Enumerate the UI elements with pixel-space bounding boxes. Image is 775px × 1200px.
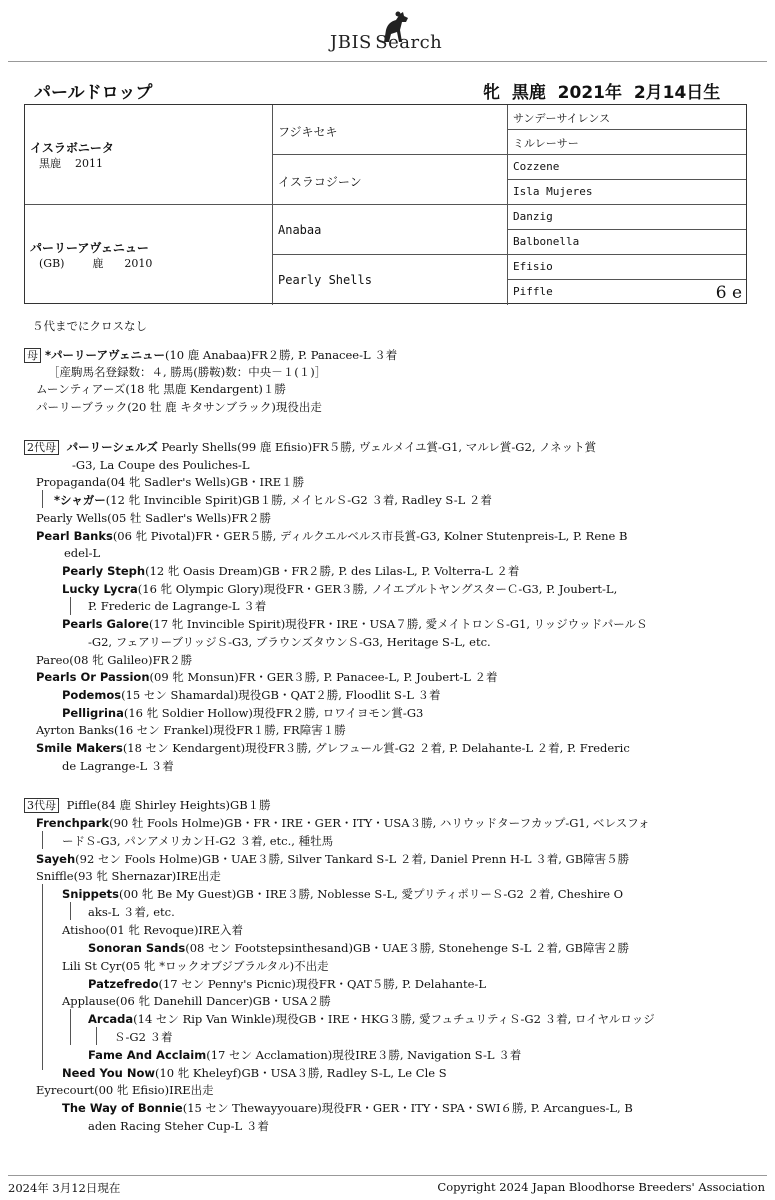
gen3-row-name[interactable]: Patzefredo [88, 977, 159, 991]
gen3-row-details: (92 セン Fools Holme)GB・UAE３勝, Silver Tankard S-L ２着, Daniel Prenn H-L ３着, GB障害５勝 [75, 852, 630, 866]
dam-progeny-summary: ［産駒馬名登録数：４, 勝馬(勝鞍)数：中央－１(１)］ [48, 365, 327, 379]
dam-line [24, 347, 397, 363]
gen2-row[interactable] [62, 581, 617, 597]
gen3-row[interactable]: Eyrecourt(00 牝 Efisio)IRE出走 [36, 1083, 214, 1097]
gen3-row[interactable] [36, 851, 629, 867]
pedigree-g2-name[interactable]: イスラコジーン [278, 175, 362, 189]
gen2-row-details: (12 牝 Oasis Dream)GB・FR２勝, P. des Lilas-L, P. Volterra-L ２着 [145, 564, 520, 578]
tree-bar [70, 1009, 71, 1045]
gen2-row-details: (16 牝 Olympic Glory)現役FR・GER３勝, ノイエブルトヤングスターＣ-G3, P. Joubert-L, [137, 582, 618, 596]
tree-bar [70, 597, 71, 615]
gen2-row-details: (18 セン Kendargent)現役FR３勝, グレフュール賞-G2 ２着, P. Delahante-L ２着, P. Frederic [122, 741, 630, 755]
gen2-row[interactable] [62, 705, 423, 721]
gen3-row-details: (15 セン Thewayyouare)現役FR・GER・ITY・SPA・SWI６勝, P. Arcangues-L, B [182, 1101, 633, 1115]
gen3-row-details: (17 セン Acclamation)現役IRE３勝, Navigation S-L ３着 [206, 1048, 522, 1062]
tree-bar [42, 884, 43, 1070]
gen2-head [24, 439, 596, 455]
cross-note: ５代までにクロスなし [32, 319, 147, 333]
dam-progeny-row[interactable]: パーリーブラック(20 牡 鹿 キタサンブラック)現役出走 [36, 400, 322, 414]
pedigree-g2-cell [273, 205, 508, 255]
tree-bar [70, 902, 71, 920]
pedigree-dam-name[interactable]: イスラボニータ [30, 141, 114, 155]
tree-bar [42, 490, 43, 508]
logo-text: JBIS Search [330, 32, 443, 53]
gen2-row-name[interactable]: Pearl Banks [36, 529, 113, 543]
pedigree-damdam-cell [25, 205, 273, 305]
dam-name[interactable]: *パーリーアヴェニュー [45, 348, 165, 362]
gen2-row-name[interactable]: Pearly Steph [62, 564, 146, 578]
pedigree-g2-name[interactable]: Anabaa [278, 223, 322, 237]
gen3-row-details: (08 セン Footstepsinthesand)GB・UAE３勝, Stonehenge S-L ２着, GB障害２勝 [185, 941, 629, 955]
pedigree-g2-cell [273, 255, 508, 305]
gen2-head-cont: -G3, La Coupe des Pouliches-L [72, 458, 250, 472]
gen2-details: Pearly Shells(99 鹿 Efisio)FR５勝, ヴェルメイユ賞-G1, マルレ賞-G2, ノネット賞 [157, 440, 597, 454]
gen3-row-details: (10 牝 Kheleyf)GB・USA３勝, Radley S-L, Le Cle S [154, 1066, 447, 1080]
gen2-row-details: (06 牝 Pivotal)FR・GER５勝, ディルクエルベルス市長賞-G3, Kolner Stutenpreis-L, P. Rene B [112, 529, 628, 543]
gen2-row-name[interactable]: Pearls Galore [62, 617, 149, 631]
pedigree-dam-sub: 黒鹿 2011 [39, 157, 103, 170]
gen3-row[interactable]: Sniffle(93 牝 Shernazar)IRE出走 [36, 869, 221, 883]
gen2-row[interactable]: Propaganda(04 牝 Sadler's Wells)GB・IRE１勝 [36, 475, 305, 489]
tree-bar [42, 831, 43, 849]
gen3-row-cont: Ｓ-G2 ３着 [114, 1030, 173, 1044]
gen3-row[interactable] [62, 886, 623, 902]
gen3-row-name[interactable]: Fame And Acclaim [88, 1048, 207, 1062]
dam-progeny-row[interactable]: ムーンティアーズ(18 牝 黒鹿 Kendargent)１勝 [36, 382, 286, 396]
gen2-row[interactable] [36, 528, 627, 544]
gen2-row-name[interactable]: Lucky Lycra [62, 582, 138, 596]
pedigree-table [24, 104, 747, 304]
gen3-row-name[interactable]: Arcada [88, 1012, 134, 1026]
pedigree-g2-cell [273, 155, 508, 205]
dam-details: (10 鹿 Anabaa)FR２勝, P. Panacee-L ３着 [164, 348, 398, 362]
gen2-row-name[interactable]: Pelligrina [62, 706, 124, 720]
pedigree-g3-cell[interactable]: Balbonella [508, 230, 746, 255]
gen3-row-name[interactable]: Need You Now [62, 1066, 155, 1080]
gen3-row[interactable]: Applause(06 牝 Danehill Dancer)GB・USA２勝 [62, 994, 331, 1008]
gen3-row-cont: aden Racing Steher Cup-L ３着 [88, 1119, 269, 1133]
gen2-row-name[interactable]: Smile Makers [36, 741, 123, 755]
pedigree-g3-cell[interactable]: サンデーサイレンス [508, 105, 746, 130]
pedigree-g3-cell[interactable]: Cozzene [508, 155, 746, 180]
gen3-row-details: (17 セン Penny's Picnic)現役FR・QAT５勝, P. Delahante-L [158, 977, 486, 991]
header-divider [8, 61, 767, 62]
gen2-row-name[interactable]: Pearls Or Passion [36, 670, 150, 684]
gen2-tag: 2代母 [24, 440, 59, 455]
gen3-tag: 3代母 [24, 798, 59, 813]
gen3-row[interactable]: Lili St Cyr(05 牝 *ロックオブジブラルタル)不出走 [62, 959, 329, 973]
gen2-row-cont: edel-L [64, 546, 101, 560]
inbreed-code: 6 e [715, 283, 742, 303]
gen2-row-cont: -G2, フェアリーブリッジＳ-G3, ブラウンズタウンＳ-G3, Heritage S-L, etc. [88, 635, 491, 649]
gen3-row-details: (00 牝 Be My Guest)GB・IRE３勝, Noblesse S-L, 愛プリティポリーＳ-G2 ２着, Cheshire O [119, 887, 624, 901]
gen3-row[interactable] [88, 1011, 655, 1027]
gen2-row[interactable] [54, 492, 492, 508]
gen2-row[interactable] [62, 687, 441, 703]
gen3-row-details: (90 牡 Fools Holme)GB・FR・IRE・GER・ITY・USA３勝, ハリウッドターフカップ-G1, ベレスフォ [109, 816, 650, 830]
tree-bar [96, 1027, 97, 1045]
gen2-row[interactable] [62, 563, 519, 579]
gen3-row[interactable] [36, 815, 650, 831]
gen3-row[interactable] [88, 940, 629, 956]
footer-copyright: Copyright 2024 Japan Bloodhorse Breeders' Association [437, 1180, 765, 1194]
gen3-row-details: (14 セン Rip Van Winkle)現役GB・IRE・HKG３勝, 愛フュチュリティＳ-G2 ３着, ロイヤルロッジ [133, 1012, 655, 1026]
gen2-name[interactable]: パーリーシェルズ [66, 440, 158, 454]
pedigree-g3-cell[interactable]: ミルレーサー [508, 130, 746, 155]
pedigree-g3-name[interactable]: Piffle [513, 285, 553, 298]
gen2-row-details: (15 セン Shamardal)現役GB・QAT２勝, Floodlit S-L ３着 [121, 688, 441, 702]
gen2-row-name[interactable]: Podemos [62, 688, 122, 702]
gen3-row-name[interactable]: The Way of Bonnie [62, 1101, 183, 1115]
gen2-row-details: (16 牝 Soldier Hollow)現役FR２勝, ロワイヨモン賞-G3 [123, 706, 424, 720]
pedigree-g2-name[interactable]: Pearly Shells [278, 273, 372, 287]
gen2-row[interactable] [36, 669, 498, 685]
horse-name: パールドロップ [34, 83, 153, 103]
gen2-row[interactable]: Ayrton Banks(16 セン Frankel)現役FR１勝, FR障害１勝 [36, 723, 346, 737]
gen3-row[interactable] [88, 976, 486, 992]
gen3-row[interactable] [62, 1100, 633, 1116]
gen2-row[interactable] [62, 616, 648, 632]
gen3-row-name[interactable]: Sayeh [36, 852, 76, 866]
gen2-row-details: (09 牝 Monsun)FR・GER３勝, P. Panacee-L, P. Joubert-L ２着 [149, 670, 498, 684]
gen3-row[interactable] [62, 1065, 447, 1081]
pedigree-dam-cell [25, 105, 273, 205]
gen2-row[interactable] [36, 740, 630, 756]
gen2-row-cont: de Lagrange-L ３着 [62, 759, 174, 773]
pedigree-damdam-sub: (GB) 鹿 2010 [39, 257, 153, 270]
footer-divider [8, 1175, 767, 1176]
gen3-row[interactable]: Atishoo(01 牝 Revoque)IRE入着 [62, 923, 244, 937]
pedigree-g3-cell[interactable]: Danzig [508, 205, 746, 230]
pedigree-g3-cell[interactable]: Efisio [508, 255, 746, 280]
gen2-row[interactable]: Pearly Wells(05 牡 Sadler's Wells)FR２勝 [36, 511, 271, 525]
gen3-details[interactable]: Piffle(84 鹿 Shirley Heights)GB１勝 [66, 798, 271, 812]
gen2-row-details: (17 牝 Invincible Spirit)現役FR・IRE・USA７勝, 愛メイトロンＳ-G1, リッジウッドパールＳ [148, 617, 648, 631]
gen3-row-name[interactable]: Sonoran Sands [88, 941, 186, 955]
gen3-row-name[interactable]: Frenchpark [36, 816, 110, 830]
dam-tag: 母 [24, 348, 41, 363]
pedigree-damdam-name[interactable]: パーリーアヴェニュー [30, 241, 149, 255]
gen3-row-cont: ードＳ-G3, パンアメリカンＨ-G2 ３着, etc., 種牡馬 [62, 834, 334, 848]
pedigree-g2-cell [273, 105, 508, 155]
pedigree-g3-cell [508, 280, 746, 305]
pedigree-g3-cell[interactable]: Isla Mujeres [508, 180, 746, 205]
gen3-row-cont: aks-L ３着, etc. [88, 905, 175, 919]
footer-date: 2024年 3月12日現在 [8, 1181, 121, 1195]
gen3-row[interactable] [88, 1047, 521, 1063]
gen2-row-name[interactable]: *シャガー [54, 493, 106, 507]
pedigree-g2-name[interactable]: フジキセキ [278, 125, 338, 139]
horse-info: 牝 黒鹿 2021年 2月14日生 [483, 83, 721, 103]
jbis-search-logo[interactable] [318, 6, 468, 56]
gen3-head [24, 797, 271, 813]
gen2-row-cont: P. Frederic de Lagrange-L ３着 [88, 599, 267, 613]
gen2-row[interactable]: Pareo(08 牝 Galileo)FR２勝 [36, 653, 193, 667]
gen3-row-name[interactable]: Snippets [62, 887, 120, 901]
gen2-row-details: (12 牝 Invincible Spirit)GB１勝, メイヒルＳ-G2 ３着, Radley S-L ２着 [105, 493, 492, 507]
